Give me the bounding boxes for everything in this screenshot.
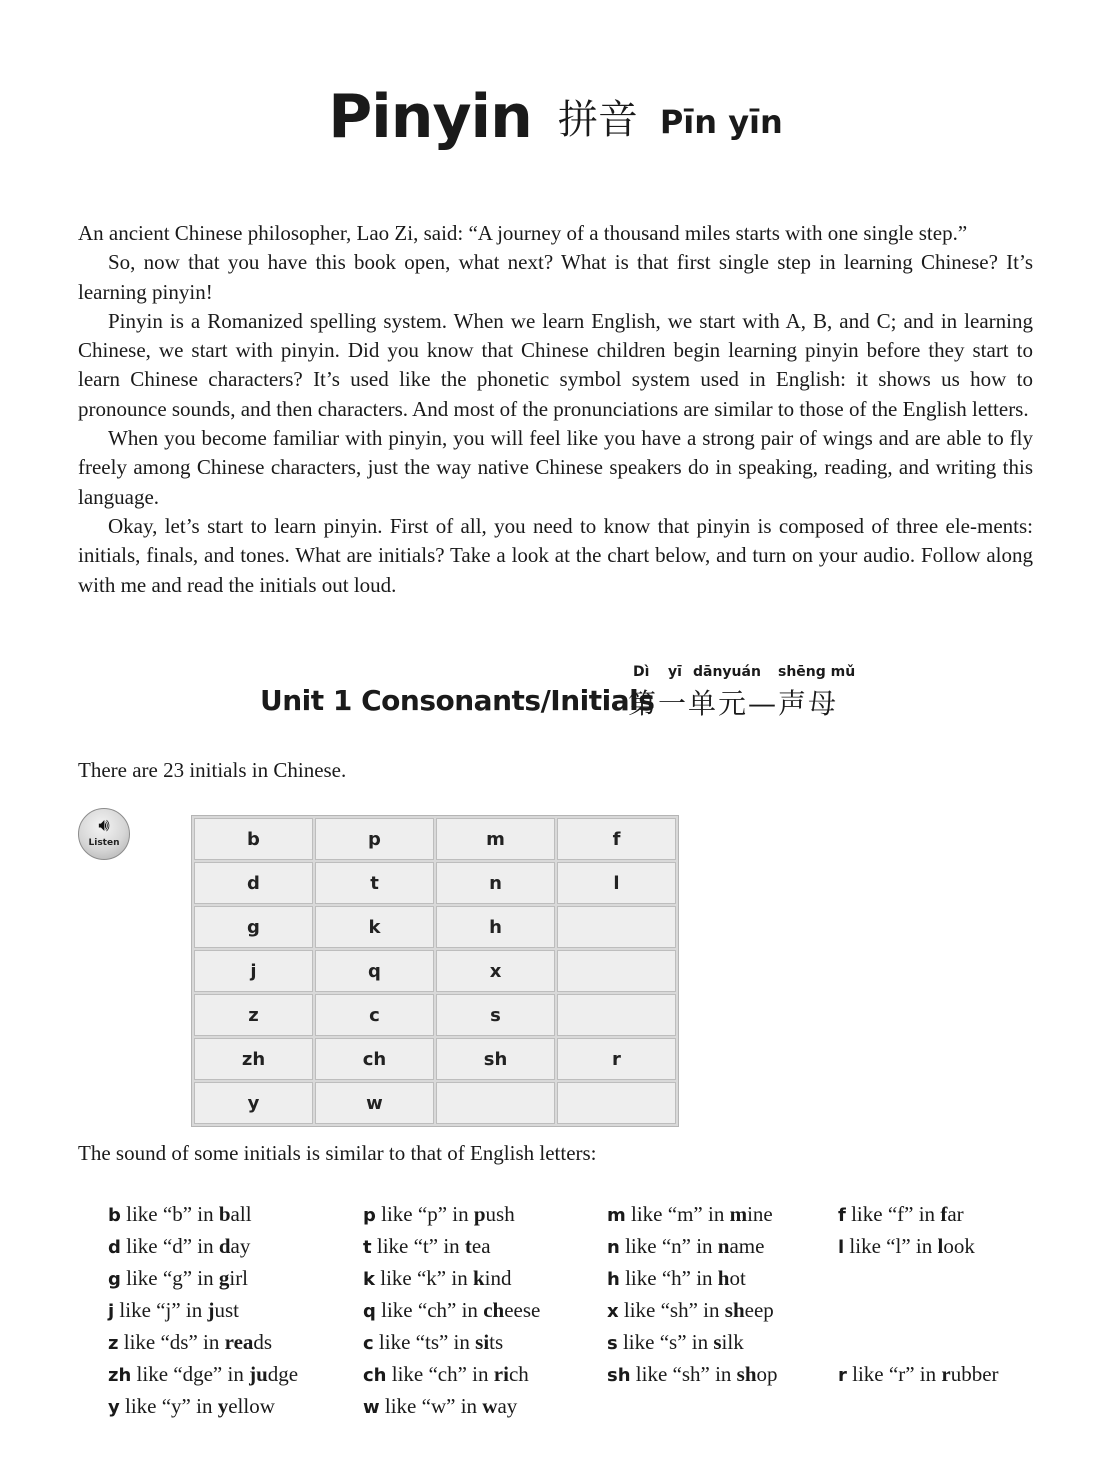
example-initial: p — [363, 1205, 376, 1226]
example-item: g like “g” in girl — [108, 1266, 249, 1290]
table-cell: zh — [194, 1038, 313, 1080]
examples-column — [607, 1198, 778, 1390]
table-cell: t — [315, 862, 434, 904]
table-cell: y — [194, 1082, 313, 1124]
example-item: l like “l” in look — [838, 1234, 975, 1258]
table-cell: c — [315, 994, 434, 1036]
example-item: r like “r” in rubber — [838, 1362, 999, 1386]
example-highlight: b — [218, 1202, 231, 1226]
example-initial: h — [607, 1269, 620, 1290]
example-item: j like “j” in just — [108, 1298, 239, 1322]
example-item: x like “sh” in sheep — [607, 1298, 774, 1322]
table-cell — [557, 950, 676, 992]
example-highlight: d — [218, 1234, 231, 1258]
table-cell: b — [194, 818, 313, 860]
example-initial: k — [363, 1269, 375, 1290]
example-initial: zh — [108, 1365, 132, 1386]
example-highlight: h — [717, 1266, 730, 1290]
example-initial: d — [108, 1237, 121, 1258]
table-cell — [557, 994, 676, 1036]
example-highlight: sh — [724, 1298, 745, 1322]
table-cell: p — [315, 818, 434, 860]
example-initial: z — [108, 1333, 119, 1354]
example-initial: ch — [363, 1365, 387, 1386]
table-cell: x — [436, 950, 555, 992]
table-cell: d — [194, 862, 313, 904]
example-highlight: ri — [493, 1362, 509, 1386]
example-initial: n — [607, 1237, 620, 1258]
table-cell: sh — [436, 1038, 555, 1080]
table-cell: r — [557, 1038, 676, 1080]
example-highlight: m — [729, 1202, 748, 1226]
example-item: d like “d” in day — [108, 1234, 251, 1258]
unit-ruby: yī — [668, 664, 682, 680]
example-item: zh like “dge” in judge — [108, 1362, 299, 1386]
example-highlight: n — [717, 1234, 730, 1258]
example-item: z like “ds” in reads — [108, 1330, 273, 1354]
intro-paragraph: Okay, let’s start to learn pinyin. First of all, you need to know that pinyin is composed of three ele-ments: initials, finals, and tones. What are initials? Take a look at the chart below, and turn on your audio. Follow along with me and read the initials out loud. — [78, 513, 1033, 597]
example-highlight: j — [207, 1298, 215, 1322]
example-item: b like “b” in ball — [108, 1202, 252, 1226]
table-row — [194, 1038, 676, 1080]
example-highlight: sh — [736, 1362, 757, 1386]
example-highlight: l — [937, 1234, 944, 1258]
table-cell: z — [194, 994, 313, 1036]
example-highlight: ch — [483, 1298, 505, 1322]
example-highlight: rea — [224, 1330, 254, 1354]
example-item: w like “w” in way — [363, 1394, 518, 1418]
example-highlight: ju — [249, 1362, 268, 1386]
title-main: Pinyin — [328, 82, 532, 152]
example-highlight: f — [940, 1202, 948, 1226]
example-initial: sh — [607, 1365, 631, 1386]
example-initial: s — [607, 1333, 618, 1354]
example-item: y like “y” in yellow — [108, 1394, 275, 1418]
intro-paragraph: So, now that you have this book open, what next? What is that first single step in learning Chinese? It’s learning pinyin! — [78, 250, 1033, 304]
example-highlight: g — [218, 1266, 230, 1290]
example-highlight: r — [941, 1362, 951, 1386]
example-highlight: k — [472, 1266, 485, 1290]
table-row — [194, 994, 676, 1036]
table-cell: q — [315, 950, 434, 992]
example-highlight: t — [464, 1234, 472, 1258]
unit-title: Unit 1 Consonants/Initials — [260, 684, 655, 717]
example-initial: w — [363, 1397, 380, 1418]
table-row — [194, 906, 676, 948]
example-highlight: s — [713, 1330, 722, 1354]
example-highlight: y — [217, 1394, 229, 1418]
example-spacer — [838, 1326, 999, 1358]
table-cell: h — [436, 906, 555, 948]
example-item: s like “s” in silk — [607, 1330, 744, 1354]
examples-column — [363, 1198, 540, 1422]
example-item: sh like “sh” in shop — [607, 1362, 778, 1386]
listen-button[interactable] — [78, 808, 130, 860]
example-item: t like “t” in tea — [363, 1234, 491, 1258]
example-initial: c — [363, 1333, 374, 1354]
speaker-icon: 🔊︎ — [98, 815, 110, 836]
example-initial: l — [838, 1237, 845, 1258]
table-cell — [436, 1082, 555, 1124]
initials-count-text: There are 23 initials in Chinese. — [78, 758, 347, 782]
example-highlight: p — [473, 1202, 486, 1226]
title-pinyin: Pīn yīn — [659, 103, 783, 141]
table-cell: ch — [315, 1038, 434, 1080]
unit-ruby: Dì — [633, 664, 650, 680]
table-cell — [557, 906, 676, 948]
example-initial: g — [108, 1269, 121, 1290]
example-initial: m — [607, 1205, 626, 1226]
table-cell: l — [557, 862, 676, 904]
example-initial: r — [838, 1365, 847, 1386]
example-spacer — [838, 1294, 999, 1326]
table-row — [194, 818, 676, 860]
table-row — [194, 950, 676, 992]
example-item: p like “p” in push — [363, 1202, 515, 1226]
table-cell: w — [315, 1082, 434, 1124]
table-cell: f — [557, 818, 676, 860]
example-initial: t — [363, 1237, 372, 1258]
example-item: f like “f” in far — [838, 1202, 964, 1226]
example-item: h like “h” in hot — [607, 1266, 746, 1290]
intro-text — [78, 219, 1033, 600]
table-cell: s — [436, 994, 555, 1036]
sound-text: The sound of some initials is similar to that of English letters: — [78, 1141, 597, 1165]
example-item: c like “ts” in sits — [363, 1330, 504, 1354]
example-initial: q — [363, 1301, 376, 1322]
table-cell: g — [194, 906, 313, 948]
unit-ruby: shēng mǔ — [778, 664, 856, 680]
listen-label: Listen — [88, 838, 120, 848]
table-cell: n — [436, 862, 555, 904]
example-spacer — [838, 1262, 999, 1294]
example-item: q like “ch” in cheese — [363, 1298, 541, 1322]
table-row — [194, 862, 676, 904]
intro-paragraph: When you become familiar with pinyin, you will feel like you have a strong pair of wings and are able to fly freely among Chinese characters, just the way native Chinese speakers do in speaking, reading, and writing this language. — [78, 426, 1033, 509]
initials-table — [191, 815, 679, 1127]
example-initial: f — [838, 1205, 846, 1226]
table-cell: m — [436, 818, 555, 860]
example-item: n like “n” in name — [607, 1234, 765, 1258]
intro-paragraph: Pinyin is a Romanized spelling system. When we learn English, we start with A, B, and C; and in learning Chinese, we start with pinyin. Did you know that Chinese children begin learning pinyin before they start to learn Chinese characters? It’s used like the phonetic symbol system used in English: it shows us how to pronounce sounds, and then characters. And most of the pronunciations are similar to those of the English letters. — [78, 308, 1033, 421]
unit-heading — [0, 664, 1111, 724]
intro-paragraph: An ancient Chinese philosopher, Lao Zi, said: “A journey of a thousand miles starts with one single step.” — [78, 221, 968, 245]
example-item: k like “k” in kind — [363, 1266, 512, 1290]
unit-ruby: dānyuán — [693, 664, 761, 680]
examples-column — [108, 1198, 298, 1422]
example-initial: y — [108, 1397, 120, 1418]
table-cell — [557, 1082, 676, 1124]
examples-column — [838, 1198, 999, 1390]
example-initial: x — [607, 1301, 619, 1322]
table-row — [194, 1082, 676, 1124]
page-title — [0, 82, 1111, 152]
title-hanzi: 拼音 — [557, 97, 638, 143]
example-highlight: w — [482, 1394, 498, 1418]
table-cell: j — [194, 950, 313, 992]
example-initial: j — [108, 1301, 115, 1322]
example-item: ch like “ch” in rich — [363, 1362, 529, 1386]
example-item: m like “m” in mine — [607, 1202, 773, 1226]
example-initial: b — [108, 1205, 121, 1226]
example-highlight: si — [475, 1330, 490, 1354]
unit-hanzi: 第一单元—声母 — [628, 687, 839, 720]
table-cell: k — [315, 906, 434, 948]
